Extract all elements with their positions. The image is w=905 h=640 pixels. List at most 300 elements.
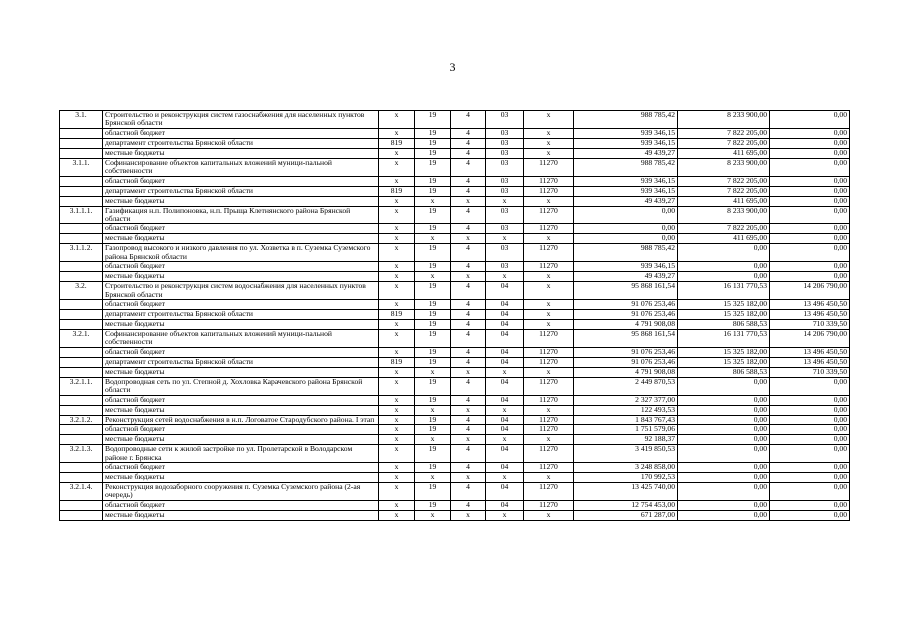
amount-year-3: 0,00 bbox=[770, 377, 850, 395]
amount-year-3: 0,00 bbox=[770, 128, 850, 138]
amount-year-2: 0,00 bbox=[678, 272, 770, 282]
table-row bbox=[60, 234, 850, 244]
grbs-code: x bbox=[379, 148, 415, 158]
program-code: x bbox=[486, 196, 524, 206]
expense-code: x bbox=[524, 111, 574, 129]
subsection-code: 4 bbox=[451, 415, 486, 424]
amount-year-2: 0,00 bbox=[678, 510, 770, 520]
amount-year-3: 0,00 bbox=[770, 272, 850, 282]
amount-year-3: 14 206 790,00 bbox=[770, 282, 850, 300]
amount-year-1: 988 785,42 bbox=[574, 244, 678, 262]
subsection-code: x bbox=[451, 234, 486, 244]
section-code: 19 bbox=[415, 262, 451, 272]
row-name: департамент строительства Брянской области bbox=[103, 357, 379, 367]
amount-year-1: 3 248 858,00 bbox=[574, 462, 678, 472]
table-row bbox=[60, 262, 850, 272]
table-row bbox=[60, 300, 850, 310]
subsection-code: x bbox=[451, 510, 486, 520]
section-code: 19 bbox=[415, 128, 451, 138]
amount-year-3: 0,00 bbox=[770, 224, 850, 234]
subsection-code: x bbox=[451, 272, 486, 282]
section-code: 19 bbox=[415, 111, 451, 129]
table-row bbox=[60, 186, 850, 196]
expense-code: 11270 bbox=[524, 206, 574, 224]
row-number bbox=[60, 510, 103, 520]
row-number: 3.1.1. bbox=[60, 158, 103, 176]
amount-year-3: 0,00 bbox=[770, 510, 850, 520]
amount-year-1: 95 868 161,54 bbox=[574, 282, 678, 300]
amount-year-3: 0,00 bbox=[770, 176, 850, 186]
section-code: x bbox=[415, 367, 451, 377]
grbs-code: 819 bbox=[379, 138, 415, 148]
grbs-code: x bbox=[379, 425, 415, 435]
amount-year-1: 1 751 579,06 bbox=[574, 425, 678, 435]
program-code: 04 bbox=[486, 357, 524, 367]
program-code: 03 bbox=[486, 111, 524, 129]
expense-code: 11270 bbox=[524, 330, 574, 348]
amount-year-1: 91 076 253,46 bbox=[574, 357, 678, 367]
row-name: Реконструкция сетей водоснабжения в н.п. Логоватое Стародубского района. I этап bbox=[103, 415, 379, 424]
section-code: 19 bbox=[415, 500, 451, 510]
section-code: x bbox=[415, 196, 451, 206]
subsection-code: 4 bbox=[451, 377, 486, 395]
grbs-code: x bbox=[379, 196, 415, 206]
table-row bbox=[60, 500, 850, 510]
section-code: 19 bbox=[415, 148, 451, 158]
expense-code: x bbox=[524, 510, 574, 520]
row-name: Софинансирование объектов капитальных вложений муници-пальной собственности bbox=[103, 158, 379, 176]
expense-code: x bbox=[524, 128, 574, 138]
grbs-code: x bbox=[379, 206, 415, 224]
amount-year-2: 0,00 bbox=[678, 405, 770, 415]
expense-code: x bbox=[524, 196, 574, 206]
amount-year-2: 8 233 900,00 bbox=[678, 111, 770, 129]
expense-code: 11270 bbox=[524, 186, 574, 196]
row-name: областной бюджет bbox=[103, 347, 379, 357]
table-row bbox=[60, 347, 850, 357]
amount-year-3: 0,00 bbox=[770, 206, 850, 224]
program-code: x bbox=[486, 435, 524, 445]
amount-year-2: 0,00 bbox=[678, 244, 770, 262]
amount-year-1: 3 419 850,53 bbox=[574, 445, 678, 463]
amount-year-2: 411 695,00 bbox=[678, 196, 770, 206]
amount-year-2: 15 325 182,00 bbox=[678, 357, 770, 367]
section-code: 19 bbox=[415, 425, 451, 435]
program-code: x bbox=[486, 234, 524, 244]
table-row bbox=[60, 415, 850, 424]
expense-code: 11270 bbox=[524, 482, 574, 500]
amount-year-1: 939 346,15 bbox=[574, 186, 678, 196]
amount-year-1: 13 425 740,00 bbox=[574, 482, 678, 500]
program-code: 03 bbox=[486, 176, 524, 186]
row-name: местные бюджеты bbox=[103, 435, 379, 445]
subsection-code: 4 bbox=[451, 310, 486, 320]
subsection-code: 4 bbox=[451, 206, 486, 224]
grbs-code: x bbox=[379, 176, 415, 186]
row-number bbox=[60, 425, 103, 435]
amount-year-3: 0,00 bbox=[770, 196, 850, 206]
amount-year-3: 0,00 bbox=[770, 482, 850, 500]
amount-year-1: 0,00 bbox=[574, 234, 678, 244]
amount-year-3: 0,00 bbox=[770, 415, 850, 424]
row-name: областной бюджет bbox=[103, 176, 379, 186]
amount-year-3: 13 496 450,50 bbox=[770, 347, 850, 357]
grbs-code: x bbox=[379, 347, 415, 357]
expense-code: 11270 bbox=[524, 262, 574, 272]
row-name: областной бюджет bbox=[103, 128, 379, 138]
expense-code: x bbox=[524, 300, 574, 310]
section-code: 19 bbox=[415, 357, 451, 367]
program-code: 03 bbox=[486, 244, 524, 262]
amount-year-1: 0,00 bbox=[574, 224, 678, 234]
amount-year-2: 0,00 bbox=[678, 482, 770, 500]
row-name: областной бюджет bbox=[103, 224, 379, 234]
program-code: 04 bbox=[486, 500, 524, 510]
amount-year-2: 7 822 205,00 bbox=[678, 128, 770, 138]
section-code: 19 bbox=[415, 377, 451, 395]
amount-year-2: 806 588,53 bbox=[678, 367, 770, 377]
amount-year-2: 16 131 770,53 bbox=[678, 282, 770, 300]
grbs-code: x bbox=[379, 224, 415, 234]
section-code: 19 bbox=[415, 347, 451, 357]
amount-year-3: 0,00 bbox=[770, 111, 850, 129]
grbs-code: x bbox=[379, 377, 415, 395]
amount-year-2: 8 233 900,00 bbox=[678, 206, 770, 224]
program-code: 03 bbox=[486, 128, 524, 138]
grbs-code: x bbox=[379, 395, 415, 405]
grbs-code: x bbox=[379, 158, 415, 176]
row-name: местные бюджеты bbox=[103, 196, 379, 206]
section-code: 19 bbox=[415, 282, 451, 300]
expense-code: x bbox=[524, 472, 574, 482]
expense-code: 11270 bbox=[524, 500, 574, 510]
row-name: Газопровод высокого и низкого давления по ул. Хозветка в п. Суземка Суземского района Брянской области bbox=[103, 244, 379, 262]
amount-year-3: 0,00 bbox=[770, 138, 850, 148]
row-name: Строительство и реконструкция систем водоснабжения для населенных пунктов Брянской области bbox=[103, 282, 379, 300]
row-number bbox=[60, 462, 103, 472]
section-code: 19 bbox=[415, 395, 451, 405]
grbs-code: x bbox=[379, 272, 415, 282]
table-row bbox=[60, 196, 850, 206]
amount-year-3: 0,00 bbox=[770, 395, 850, 405]
program-code: 04 bbox=[486, 415, 524, 424]
table-row bbox=[60, 445, 850, 463]
amount-year-2: 7 822 205,00 bbox=[678, 138, 770, 148]
grbs-code: x bbox=[379, 111, 415, 129]
page-number: 3 bbox=[449, 60, 456, 74]
grbs-code: x bbox=[379, 234, 415, 244]
grbs-code: x bbox=[379, 435, 415, 445]
row-number: 3.1. bbox=[60, 111, 103, 129]
amount-year-2: 7 822 205,00 bbox=[678, 224, 770, 234]
subsection-code: 4 bbox=[451, 282, 486, 300]
row-name: местные бюджеты bbox=[103, 272, 379, 282]
expense-code: 11270 bbox=[524, 425, 574, 435]
amount-year-3: 0,00 bbox=[770, 244, 850, 262]
amount-year-3: 0,00 bbox=[770, 158, 850, 176]
subsection-code: 4 bbox=[451, 425, 486, 435]
section-code: 19 bbox=[415, 415, 451, 424]
amount-year-2: 0,00 bbox=[678, 472, 770, 482]
table-row bbox=[60, 148, 850, 158]
grbs-code: 819 bbox=[379, 310, 415, 320]
row-name: областной бюджет bbox=[103, 500, 379, 510]
table-row bbox=[60, 395, 850, 405]
amount-year-1: 939 346,15 bbox=[574, 138, 678, 148]
subsection-code: 4 bbox=[451, 111, 486, 129]
expense-code: x bbox=[524, 148, 574, 158]
table-row bbox=[60, 357, 850, 367]
subsection-code: 4 bbox=[451, 158, 486, 176]
program-code: 03 bbox=[486, 262, 524, 272]
program-code: 04 bbox=[486, 347, 524, 357]
grbs-code: x bbox=[379, 482, 415, 500]
section-code: 19 bbox=[415, 482, 451, 500]
subsection-code: x bbox=[451, 405, 486, 415]
section-code: 19 bbox=[415, 300, 451, 310]
subsection-code: 4 bbox=[451, 224, 486, 234]
amount-year-2: 0,00 bbox=[678, 415, 770, 424]
row-name: департамент строительства Брянской области bbox=[103, 186, 379, 196]
program-code: x bbox=[486, 405, 524, 415]
amount-year-3: 13 496 450,50 bbox=[770, 310, 850, 320]
amount-year-1: 939 346,15 bbox=[574, 262, 678, 272]
expense-code: x bbox=[524, 310, 574, 320]
section-code: 19 bbox=[415, 310, 451, 320]
expense-code: 11270 bbox=[524, 224, 574, 234]
row-number bbox=[60, 224, 103, 234]
row-name: местные бюджеты bbox=[103, 472, 379, 482]
program-code: x bbox=[486, 272, 524, 282]
amount-year-1: 49 439,27 bbox=[574, 196, 678, 206]
row-number bbox=[60, 367, 103, 377]
row-number bbox=[60, 196, 103, 206]
row-name: местные бюджеты bbox=[103, 510, 379, 520]
subsection-code: 4 bbox=[451, 320, 486, 330]
expense-code: 11270 bbox=[524, 462, 574, 472]
program-code: 03 bbox=[486, 206, 524, 224]
amount-year-1: 4 791 908,08 bbox=[574, 320, 678, 330]
subsection-code: 4 bbox=[451, 482, 486, 500]
amount-year-3: 0,00 bbox=[770, 425, 850, 435]
row-number: 3.2.1.2. bbox=[60, 415, 103, 424]
section-code: x bbox=[415, 405, 451, 415]
subsection-code: 4 bbox=[451, 500, 486, 510]
amount-year-1: 170 992,53 bbox=[574, 472, 678, 482]
program-code: 04 bbox=[486, 445, 524, 463]
expense-code: 11270 bbox=[524, 244, 574, 262]
section-code: 19 bbox=[415, 158, 451, 176]
row-name: Водопроводные сети к жилой застройке по ул. Пролетарской в Володарском районе г. Брянска bbox=[103, 445, 379, 463]
table-row bbox=[60, 244, 850, 262]
amount-year-2: 15 325 182,00 bbox=[678, 347, 770, 357]
row-name: областной бюджет bbox=[103, 425, 379, 435]
table-row bbox=[60, 377, 850, 395]
row-name: департамент строительства Брянской области bbox=[103, 138, 379, 148]
row-number: 3.2.1.4. bbox=[60, 482, 103, 500]
program-code: 04 bbox=[486, 320, 524, 330]
row-name: местные бюджеты bbox=[103, 367, 379, 377]
amount-year-1: 939 346,15 bbox=[574, 128, 678, 138]
program-code: 04 bbox=[486, 482, 524, 500]
row-name: местные бюджеты bbox=[103, 234, 379, 244]
row-number: 3.2.1. bbox=[60, 330, 103, 348]
amount-year-3: 0,00 bbox=[770, 262, 850, 272]
table-row bbox=[60, 435, 850, 445]
row-number bbox=[60, 320, 103, 330]
amount-year-2: 0,00 bbox=[678, 377, 770, 395]
amount-year-3: 0,00 bbox=[770, 405, 850, 415]
amount-year-1: 2 449 870,53 bbox=[574, 377, 678, 395]
row-name: областной бюджет bbox=[103, 300, 379, 310]
amount-year-2: 8 233 900,00 bbox=[678, 158, 770, 176]
table-row bbox=[60, 176, 850, 186]
section-code: 19 bbox=[415, 244, 451, 262]
section-code: 19 bbox=[415, 176, 451, 186]
row-number: 3.1.1.1. bbox=[60, 206, 103, 224]
row-number bbox=[60, 186, 103, 196]
section-code: x bbox=[415, 272, 451, 282]
table-row bbox=[60, 158, 850, 176]
row-name: Газификация н.п. Полипоновка, н.п. Прыща Клетнянского района Брянской области bbox=[103, 206, 379, 224]
grbs-code: x bbox=[379, 510, 415, 520]
amount-year-1: 49 439,27 bbox=[574, 272, 678, 282]
budget-table bbox=[59, 110, 850, 521]
amount-year-3: 710 339,50 bbox=[770, 367, 850, 377]
row-number bbox=[60, 128, 103, 138]
row-name: областной бюджет bbox=[103, 462, 379, 472]
expense-code: 11270 bbox=[524, 176, 574, 186]
amount-year-2: 0,00 bbox=[678, 500, 770, 510]
amount-year-3: 0,00 bbox=[770, 462, 850, 472]
amount-year-2: 0,00 bbox=[678, 262, 770, 272]
amount-year-2: 0,00 bbox=[678, 425, 770, 435]
grbs-code: x bbox=[379, 462, 415, 472]
expense-code: x bbox=[524, 282, 574, 300]
program-code: 04 bbox=[486, 282, 524, 300]
amount-year-2: 0,00 bbox=[678, 395, 770, 405]
row-number bbox=[60, 347, 103, 357]
section-code: 19 bbox=[415, 445, 451, 463]
section-code: x bbox=[415, 510, 451, 520]
row-name: Водопроводная сеть по ул. Степной д. Хохловка Карачевского района Брянской области bbox=[103, 377, 379, 395]
amount-year-1: 988 785,42 bbox=[574, 158, 678, 176]
row-number bbox=[60, 176, 103, 186]
expense-code: x bbox=[524, 435, 574, 445]
grbs-code: 819 bbox=[379, 186, 415, 196]
program-code: 04 bbox=[486, 300, 524, 310]
amount-year-3: 0,00 bbox=[770, 148, 850, 158]
expense-code: 11270 bbox=[524, 377, 574, 395]
amount-year-3: 14 206 790,00 bbox=[770, 330, 850, 348]
table-row bbox=[60, 138, 850, 148]
expense-code: x bbox=[524, 272, 574, 282]
row-number bbox=[60, 472, 103, 482]
row-number: 3.2.1.3. bbox=[60, 445, 103, 463]
table-row bbox=[60, 482, 850, 500]
amount-year-3: 0,00 bbox=[770, 500, 850, 510]
expense-code: 11270 bbox=[524, 357, 574, 367]
program-code: 04 bbox=[486, 462, 524, 472]
section-code: x bbox=[415, 435, 451, 445]
amount-year-1: 95 868 161,54 bbox=[574, 330, 678, 348]
table-row bbox=[60, 128, 850, 138]
program-code: 04 bbox=[486, 425, 524, 435]
amount-year-2: 0,00 bbox=[678, 445, 770, 463]
expense-code: 11270 bbox=[524, 158, 574, 176]
table-row bbox=[60, 425, 850, 435]
row-name: местные бюджеты bbox=[103, 320, 379, 330]
table-row bbox=[60, 282, 850, 300]
expense-code: x bbox=[524, 367, 574, 377]
amount-year-1: 92 188,37 bbox=[574, 435, 678, 445]
section-code: 19 bbox=[415, 206, 451, 224]
program-code: 04 bbox=[486, 330, 524, 348]
program-code: x bbox=[486, 367, 524, 377]
program-code: 04 bbox=[486, 395, 524, 405]
table-row bbox=[60, 310, 850, 320]
row-number bbox=[60, 435, 103, 445]
amount-year-1: 12 754 453,00 bbox=[574, 500, 678, 510]
row-number bbox=[60, 262, 103, 272]
amount-year-3: 0,00 bbox=[770, 435, 850, 445]
section-code: 19 bbox=[415, 320, 451, 330]
subsection-code: 4 bbox=[451, 176, 486, 186]
row-name: Софинансирование объектов капитальных вложений муници-пальной собственности bbox=[103, 330, 379, 348]
program-code: 04 bbox=[486, 377, 524, 395]
grbs-code: x bbox=[379, 244, 415, 262]
subsection-code: 4 bbox=[451, 262, 486, 272]
program-code: x bbox=[486, 510, 524, 520]
table-row bbox=[60, 367, 850, 377]
section-code: x bbox=[415, 234, 451, 244]
table-row bbox=[60, 224, 850, 234]
expense-code: 11270 bbox=[524, 395, 574, 405]
amount-year-1: 49 439,27 bbox=[574, 148, 678, 158]
subsection-code: 4 bbox=[451, 138, 486, 148]
expense-code: 11270 bbox=[524, 445, 574, 463]
grbs-code: x bbox=[379, 445, 415, 463]
amount-year-1: 1 843 767,43 bbox=[574, 415, 678, 424]
amount-year-3: 13 496 450,50 bbox=[770, 357, 850, 367]
program-code: 03 bbox=[486, 138, 524, 148]
grbs-code: x bbox=[379, 415, 415, 424]
row-name: местные бюджеты bbox=[103, 148, 379, 158]
row-name: департамент строительства Брянской области bbox=[103, 310, 379, 320]
expense-code: x bbox=[524, 234, 574, 244]
row-number bbox=[60, 148, 103, 158]
grbs-code: x bbox=[379, 500, 415, 510]
row-number: 3.1.1.2. bbox=[60, 244, 103, 262]
amount-year-1: 91 076 253,46 bbox=[574, 347, 678, 357]
amount-year-1: 988 785,42 bbox=[574, 111, 678, 129]
row-number bbox=[60, 357, 103, 367]
table-row bbox=[60, 405, 850, 415]
amount-year-2: 7 822 205,00 bbox=[678, 176, 770, 186]
amount-year-1: 2 327 377,00 bbox=[574, 395, 678, 405]
grbs-code: x bbox=[379, 282, 415, 300]
section-code: x bbox=[415, 472, 451, 482]
amount-year-2: 7 822 205,00 bbox=[678, 186, 770, 196]
row-number: 3.2.1.1. bbox=[60, 377, 103, 395]
amount-year-3: 0,00 bbox=[770, 472, 850, 482]
grbs-code: x bbox=[379, 262, 415, 272]
table-row bbox=[60, 510, 850, 520]
program-code: 03 bbox=[486, 158, 524, 176]
row-number: 3.2. bbox=[60, 282, 103, 300]
amount-year-3: 0,00 bbox=[770, 186, 850, 196]
row-number bbox=[60, 395, 103, 405]
